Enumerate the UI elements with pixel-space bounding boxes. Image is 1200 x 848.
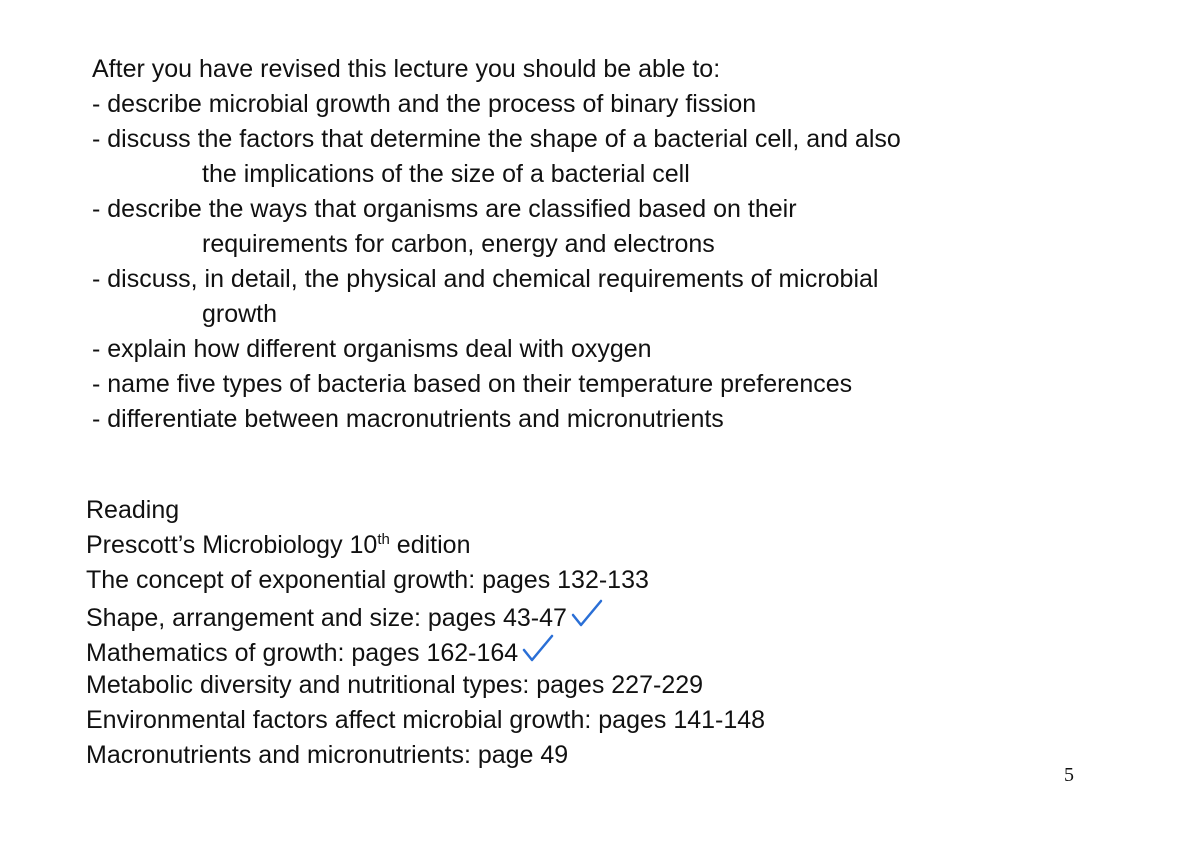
- page-number: 5: [1064, 764, 1074, 786]
- objective-line: - explain how different organisms deal with oxygen: [92, 335, 652, 363]
- objective-line: - discuss the factors that determine the shape of a bacterial cell, and also: [92, 125, 901, 153]
- reading-entry-text: Environmental factors affect microbial growth: pages 141-148: [86, 706, 766, 734]
- objective-item: [92, 192, 1112, 262]
- objective-line: - name five types of bacteria based on their temperature preferences: [92, 370, 853, 398]
- reading-entry-text: Macronutrients and micronutrients: page 49: [86, 741, 569, 769]
- objective-line-continuation: requirements for carbon, energy and electrons: [202, 230, 715, 258]
- objective-line-continuation: growth: [202, 300, 278, 328]
- reading-entry: [86, 633, 1086, 668]
- reading-entry-text: Metabolic diversity and nutritional types: pages 227-229: [86, 671, 704, 699]
- objectives-intro: After you have revised this lecture you should be able to:: [92, 55, 721, 83]
- objective-line: - differentiate between macronutrients and micronutrients: [92, 405, 724, 433]
- textbook-title: [86, 528, 1086, 563]
- reading-entry-text: Mathematics of growth: pages 162-164: [86, 639, 519, 667]
- objective-line: - describe the ways that organisms are classified based on their: [92, 195, 797, 223]
- learning-objectives: [92, 52, 1112, 437]
- reading-entry: [86, 703, 1086, 738]
- reading-entry-text: The concept of exponential growth: pages 132-133: [86, 566, 649, 594]
- reading-entry: [86, 738, 1086, 773]
- objective-line: - discuss, in detail, the physical and chemical requirements of microbial: [92, 265, 879, 293]
- reading-entry: [86, 668, 1086, 703]
- reading-entry-text: Shape, arrangement and size: pages 43-47: [86, 604, 567, 632]
- reading-entry: [86, 598, 1086, 633]
- objective-item: [92, 87, 1112, 122]
- objective-line-continuation: the implications of the size of a bacterial cell: [202, 160, 690, 188]
- reading-entry: [86, 563, 1086, 598]
- objective-item: [92, 122, 1112, 192]
- objective-line: - describe microbial growth and the process of binary fission: [92, 90, 757, 118]
- textbook-title-suffix: edition: [389, 531, 471, 559]
- checkmark-icon: [521, 633, 555, 673]
- objective-item: [92, 367, 1112, 402]
- objective-item: [92, 332, 1112, 367]
- textbook-edition-superscript: th: [377, 531, 390, 548]
- reading-list: [86, 493, 1086, 773]
- objective-item: [92, 262, 1112, 332]
- objective-item: [92, 402, 1112, 437]
- reading-heading: Reading: [86, 496, 180, 524]
- textbook-title-prefix: Prescott’s Microbiology 10: [86, 531, 378, 559]
- checkmark-icon: [570, 598, 604, 638]
